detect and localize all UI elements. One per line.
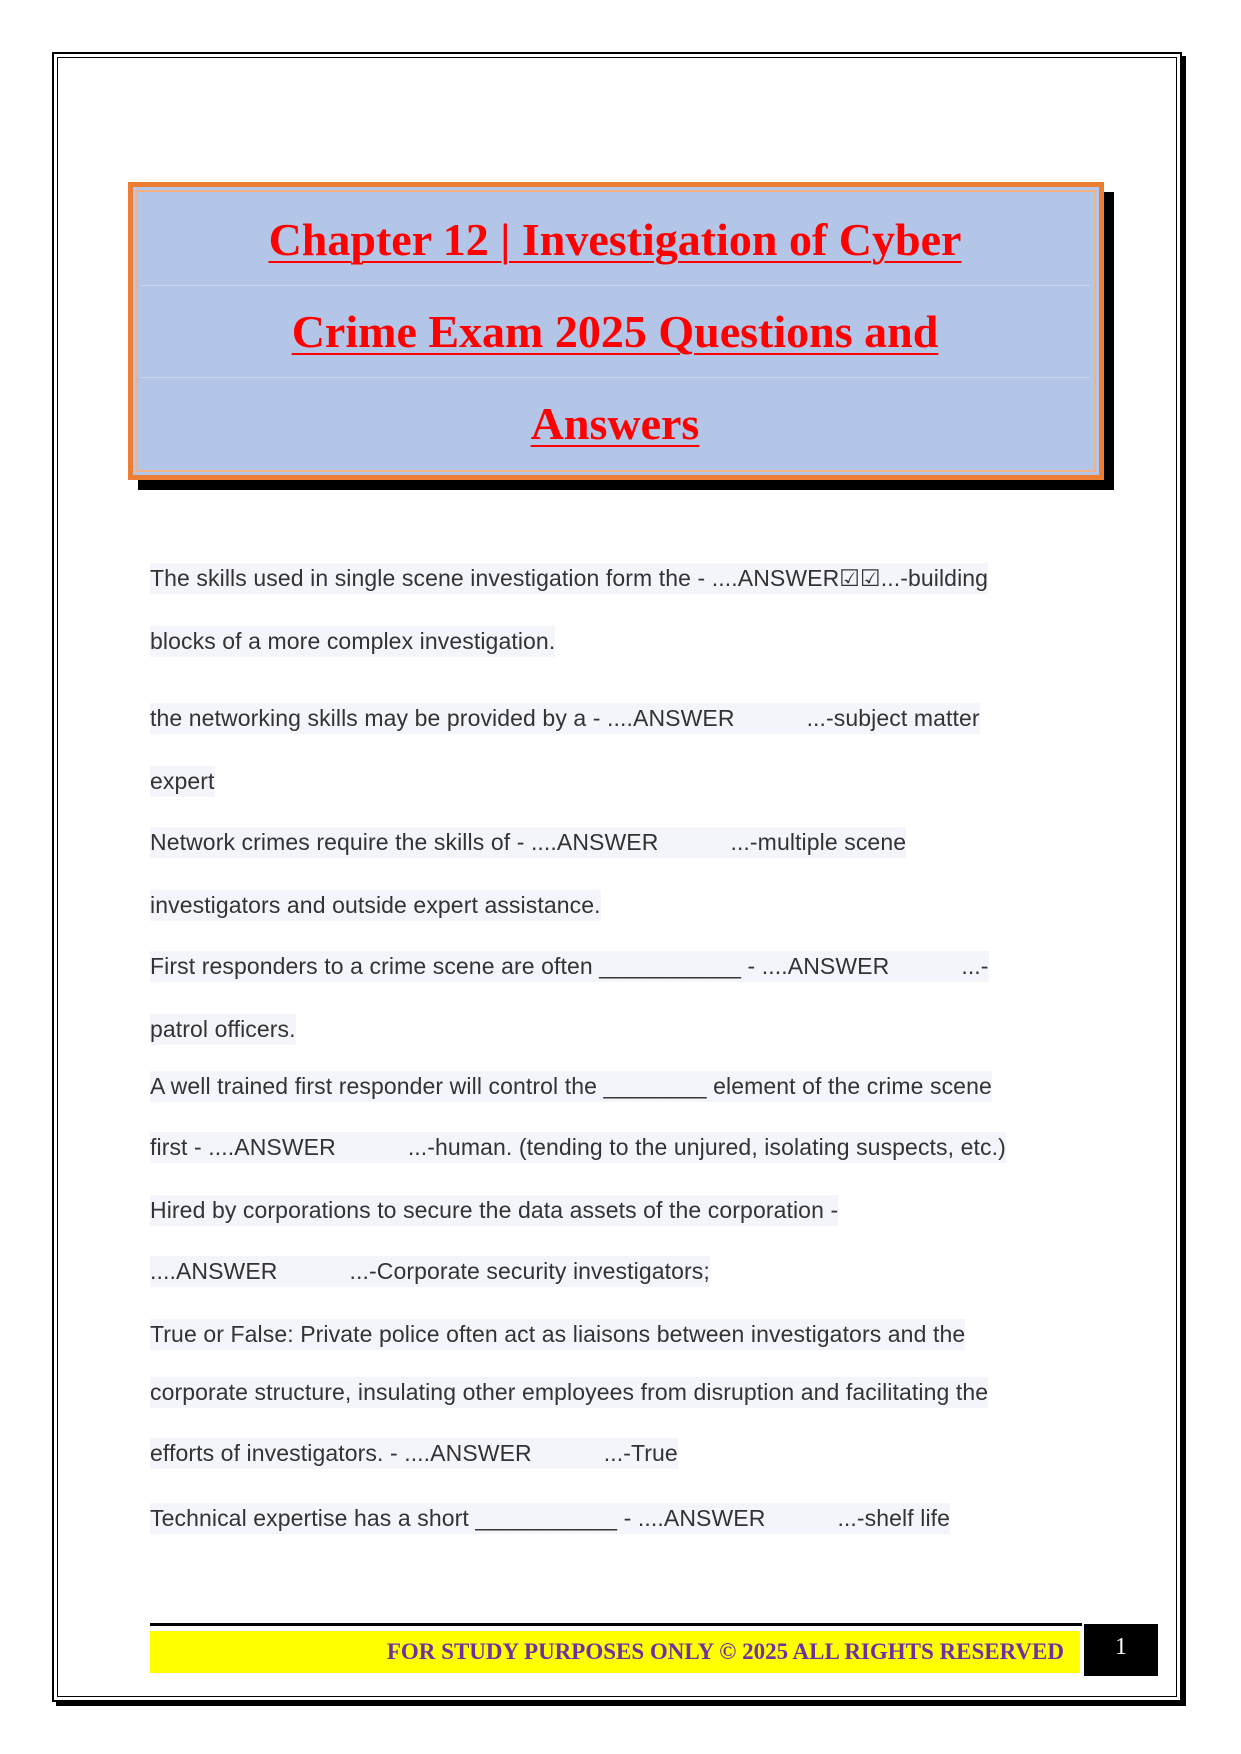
page-border-shadow bbox=[1182, 56, 1186, 1706]
qa-item-2-line-2: expert bbox=[150, 766, 215, 797]
page-number: 1 bbox=[1084, 1624, 1158, 1676]
document-title bbox=[140, 194, 1090, 470]
qa-item-6-line-2: ....ANSWER ...-Corporate security investigators; bbox=[150, 1256, 710, 1287]
title-line-1: Chapter 12 | Investigation of Cyber bbox=[140, 194, 1090, 286]
qa-item-5-line-1: A well trained first responder will control the ________ element of the crime scene bbox=[150, 1071, 992, 1102]
page-border-shadow-bottom bbox=[56, 1702, 1186, 1706]
title-line-2: Crime Exam 2025 Questions and bbox=[140, 286, 1090, 378]
qa-item-7-line-2: corporate structure, insulating other employees from disruption and facilitating the bbox=[150, 1377, 988, 1408]
qa-item-2-line-1: the networking skills may be provided by a - ....ANSWER ...-subject matter bbox=[150, 703, 980, 734]
qa-item-7-line-1: True or False: Private police often act as liaisons between investigators and the bbox=[150, 1319, 965, 1350]
qa-item-8-line-1: Technical expertise has a short ___________ - ....ANSWER ...-shelf life bbox=[150, 1503, 950, 1534]
qa-item-1-line-1: The skills used in single scene investigation form the - ....ANSWER☑☑...-building bbox=[150, 563, 988, 594]
footer-notice: FOR STUDY PURPOSES ONLY © 2025 ALL RIGHTS RESERVED bbox=[150, 1631, 1080, 1673]
qa-item-4-line-2: patrol officers. bbox=[150, 1014, 296, 1045]
footer-rule bbox=[150, 1623, 1082, 1626]
qa-item-3-line-2: investigators and outside expert assistance. bbox=[150, 890, 601, 921]
qa-item-7-line-3: efforts of investigators. - ....ANSWER ...-True bbox=[150, 1438, 678, 1469]
qa-item-1-line-2: blocks of a more complex investigation. bbox=[150, 626, 555, 657]
qa-item-4-line-1: First responders to a crime scene are often ___________ - ....ANSWER ...- bbox=[150, 951, 989, 982]
qa-item-5-line-2: first - ....ANSWER ...-human. (tending to the unjured, isolating suspects, etc.) bbox=[150, 1132, 1006, 1163]
title-line-3: Answers bbox=[530, 398, 700, 449]
qa-item-6-line-1: Hired by corporations to secure the data assets of the corporation - bbox=[150, 1195, 838, 1226]
qa-item-3-line-1: Network crimes require the skills of - ....ANSWER ...-multiple scene bbox=[150, 827, 906, 858]
